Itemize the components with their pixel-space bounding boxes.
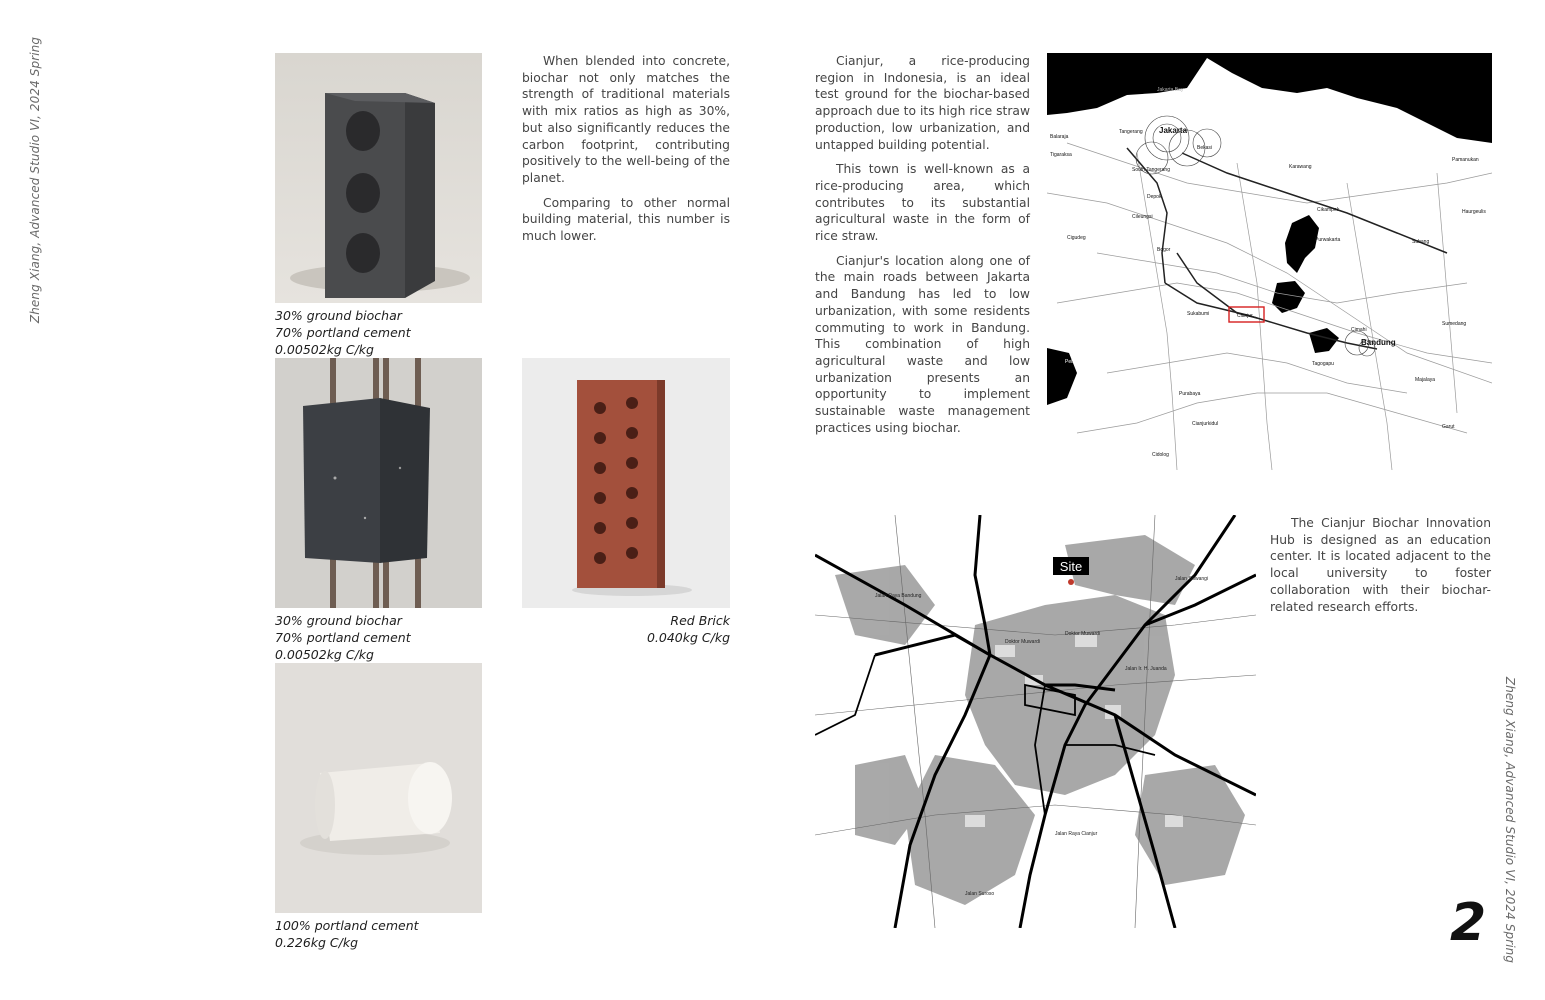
label-cianjur: Cianjur (1237, 313, 1253, 319)
label-pelabuhanratu: Pelabuhanratu (1065, 359, 1098, 365)
intro-text (522, 53, 730, 253)
label-balaraja: Balaraja (1050, 134, 1069, 140)
label-bogor: Bogor (1157, 247, 1171, 253)
label-jakarta: Jakarta (1159, 126, 1188, 135)
intro-paragraph-2: Comparing to other normal building material, this number is much lower. (522, 195, 730, 244)
road-label-2: Doktor Muwardi (1065, 631, 1101, 637)
regional-map (1047, 53, 1492, 470)
road-label-5: Jalan Ir. H. Juanda (1125, 666, 1167, 672)
label-cianjurkidul: Cianjurkidul (1192, 421, 1219, 427)
road-label-6: Jalan Raya Cianjur (1055, 831, 1098, 837)
page-number: 2 (1450, 893, 1487, 953)
red-brick-photo (522, 358, 730, 608)
label-bandung: Bandung (1361, 338, 1396, 347)
region-text (815, 53, 1030, 444)
label-pamanukan: Pamanukan (1452, 157, 1479, 163)
label-karawang: Karawang (1289, 164, 1312, 170)
label-south-tangerang: South Tangerang (1132, 167, 1170, 173)
region-paragraph-1: Cianjur, a rice-producing region in Indonesia, is an ideal test ground for the biochar-based approach due to its high rice straw production, low urbanization, and untapped building potential. (815, 54, 1030, 152)
site-marker (1068, 579, 1074, 585)
biochar-block-photo (275, 53, 482, 303)
material-caption-3: Red Brick 0.040kg C/kg (646, 613, 730, 645)
label-garut: Garut (1442, 424, 1455, 430)
label-haurgeulis: Haurgeulis (1462, 209, 1486, 215)
label-purabaya: Purabaya (1179, 391, 1201, 397)
label-tigaraksa: Tigaraksa (1050, 152, 1072, 158)
road-label-7: Jalan Suroso (965, 891, 995, 897)
road-label-4: Jalan Siliwangi (1175, 576, 1209, 582)
label-bekasi: Bekasi (1197, 145, 1213, 151)
label-tangerang: Tangerang (1119, 129, 1143, 135)
region-paragraph-2: This town is well-known as a rice-producing area, which contributes to its substantial agricultural waste in the form of rice straw. (815, 162, 1030, 244)
region-paragraph-3: Cianjur's location along one of the main roads between Jakarta and Bandung has led to low urbanization, with some residents commuting to work in Bandung. This combination of high agricultural waste and low urbanization presents an opportunity to implement sustainable waste management practices using biochar. (815, 253, 1030, 435)
label-sumedang: Sumedang (1442, 321, 1467, 327)
reinforced-biochar-photo (275, 358, 482, 608)
road-label-3: Jalan Raya Bandung (875, 593, 922, 599)
material-caption-1: 30% ground biochar 70% portland cement 0.00502kg C/kg (275, 308, 411, 357)
intro-paragraph-1: When blended into concrete, biochar not only matches the strength of traditional materials with mix ratios as high as 30%, but also significantly reduces the carbon footprint, contributing positively to the well-being of the planet. (522, 54, 730, 185)
side-credit-right: Zheng Xiang, Advanced Studio VI, 2024 Spring (1503, 676, 1517, 964)
label-cimahi: Cimahi (1351, 327, 1367, 333)
label-depok: Depok (1147, 194, 1162, 200)
label-jakarta-bay: Jakarta Bay (1157, 87, 1184, 93)
hub-text (1270, 515, 1491, 623)
hub-paragraph-1: The Cianjur Biochar Innovation Hub is designed as an education center. It is located adjacent to the local university to foster collaboration with their biochar-related research efforts. (1270, 516, 1491, 614)
label-cikampek: Cikampek (1317, 207, 1340, 213)
material-caption-2: 30% ground biochar 70% portland cement 0.00502kg C/kg (275, 613, 411, 662)
label-cigudeg: Cigudeg (1067, 235, 1086, 241)
portland-cement-photo (275, 663, 482, 913)
label-sukabumi: Sukabumi (1187, 311, 1210, 317)
label-tagogapu: Tagogapu (1312, 361, 1334, 367)
side-credit-left: Zheng Xiang, Advanced Studio VI, 2024 Spring (28, 36, 42, 324)
site-label: Site (1059, 559, 1083, 574)
site-map (815, 515, 1256, 928)
label-majalaya: Majalaya (1415, 377, 1436, 383)
label-subang: Subang (1412, 239, 1430, 245)
road-label-1: Doktor Muwardi (1005, 639, 1041, 645)
label-purwakarta: Purwakarta (1315, 237, 1341, 243)
label-cileungsi: Cileungsi (1132, 214, 1153, 220)
label-cidolog: Cidolog (1152, 452, 1169, 458)
material-caption-4: 100% portland cement 0.226kg C/kg (275, 918, 419, 950)
